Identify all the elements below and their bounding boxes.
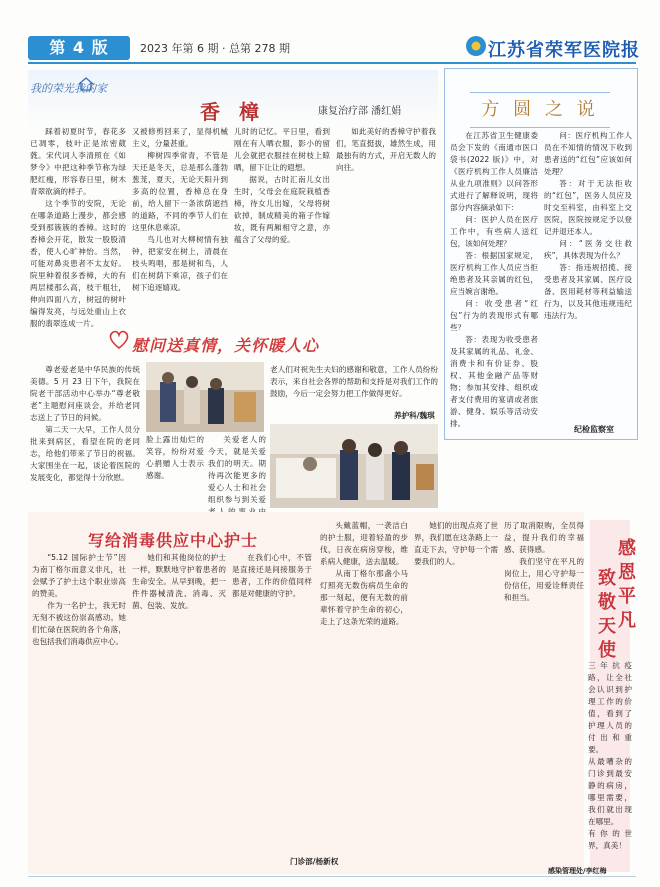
paragraph: 她们和其他岗位的护士一样，默默地守护着患者的生命安全。从早到晚，把一件件器械清洗、消毒、灭菌、包装、发放。 [132,553,226,610]
article-byline: 康复治疗部 潘红娟 [318,106,402,117]
heart-icon [108,330,130,350]
article1-col3 [234,126,330,322]
photo-elderly-visit [270,424,438,508]
section3-title: 写给消毒供应中心护士 [88,531,259,550]
paragraph: 尊老爱老是中华民族的传统美德。5 月 23 日下午，我院在院老干部活动中心举办“尊老敬老”主题慰问座谈会，并给老同志送上了节日的问候。 [30,365,140,422]
paragraph: 老人们对祝先生夫妇的感谢和敬意，工作人员纷纷表示，来自社会各界的帮助和支持是对我们工作的鼓励，今后一定会努力把工作做得更好。 [270,365,438,398]
article1-col4 [336,126,436,322]
paragraph: 答：根据国家规定，医疗机构工作人员应当拒绝患者及其亲属的红包，应当婉言谢绝。 [450,251,538,296]
paragraph: 答：指违规招揽、接受患者及其家属、医疗设备、医用耗材等利益输送行为，以及其他违规违纪违法行为。 [544,263,632,320]
vertical-title-line2: 致敬天使 [595,568,616,664]
fangyuan-source: 纪检监察室 [574,425,614,434]
paragraph: 又被修剪回来了，显得机械主义，分量甚重。 [132,127,228,148]
paragraph: 有你的世界，真美！ [588,829,632,850]
paragraph: 关爱老人的今天，就是关爱我们的明天。期待再次能更多的爱心人士和社会组织参与到关爱 [208,435,266,504]
paragraph: 踩着初夏时节，春花多已凋零，枝叶正是浓密葳蕤。宋代词人李清照在《如梦令》中把这种季节称为绿肥红瘦，形容春日里，树木青翠欲滴的样子。 [30,127,126,196]
section3-source: 门诊部/杨新权 [290,857,339,866]
fangyuan-col1 [450,130,538,432]
section2-col2a [146,434,204,506]
paragraph: 儿时的记忆。平日里，看到刚在有人晒衣服，影小的留儿会就把衣服挂在树枝上晾晒，留下让让的遐想。 [234,127,330,172]
paragraph: 三年抗疫路，让全社会认识到护理工作的价值，看到了护理人员的付出和重要。 [588,661,632,754]
paragraph: 问：“医务交往救疾”，具体表现为什么？ [544,239,632,260]
paragraph: 在江苏省卫生健康委员会下发的《南通市医口袋书(2022 版)》中，对《医疗机构工作人员廉洁从业九项准则》以问答形式进行了解释说明，现将部分内容摘录如下： [450,131,538,212]
paragraph: 头戴蓝帽，一袭洁白的护士服，迎着轻盈的步伐，日夜在病房穿梭，维系病人健康，送去温暖。 [320,521,408,566]
header-divider [28,62,636,64]
page-header [0,0,660,62]
paragraph: 第二天一大早，工作人员分批来到病区，看望在院的老同志，给他们带来了节日的祝福。大家围坐在一起，谈论着医院的发展变化，都觉得十分欣慰。 [30,425,140,482]
photo-gift-delivery [146,362,264,432]
section3-col5 [414,520,498,868]
paragraph: 脸上露出灿烂的笑容，纷纷对爱心捐赠人士表示感谢。 [146,435,204,480]
paragraph: 历了取消限购，全员得益，提升我们的幸福感、获得感。 [504,521,584,554]
section3-col2 [132,552,226,868]
paragraph: 问：医护人员在医疗工作中，有些病人送红包，该如何处理？ [450,215,538,248]
vertical-title-line1: 感恩平凡 [615,538,636,634]
paragraph: 从南丁格尔那盏小马灯照亮无数伤病员生命的那一刻起，便有无数的前辈怀着守护生命的初心，走上了这条光荣的道路。 [320,569,408,626]
article-title-xiangzhang: 香 樟 [200,100,265,124]
article1-col2 [132,126,228,322]
paragraph: 柳树四季常青，不管是天还是冬天，总是那么蓬勃葱茏，夏天，无论天阳升到多高的位置，香樟总在身前，给人留下一条浓荫遮挡的道路，不同的季节人们在这里休息乘凉。 [132,151,228,232]
article1-col1 [30,126,126,328]
paragraph: 从最嘈杂的门诊到最安静的病房，哪里需要，我们就出现在哪里。 [588,757,632,826]
issue-info: 2023 年第 6 期 · 总第 278 期 [140,42,290,55]
section3-col4 [320,520,408,868]
paragraph: 鸟儿也对大柳树情有独钟，把家安在树上，清晨在枝头鸣唱，那是树和鸟，人们在树荫下乘凉，孩子们在树下追逐嬉戏。 [132,235,228,292]
masthead-title: 江苏省荣军医院报 [488,40,640,61]
paragraph: 在我们心中，不管是直接还是间接服务于患者，工作的价值同样都是对健康的守护。 [232,553,312,598]
column-label: 我的荣光我的家 [30,82,107,95]
section3-col1 [32,552,126,868]
paragraph: 这个季节的安院，无论在哪条道路上漫步，都会感受到那簇簇的香樟。这时的香樟会开花，散发一股股清香，使人心旷神怡。当然，可能对鼻炎患者不太友好。院里种着很多香樟，大的有两层楼那么高，枝干粗壮，伸向四面八方，树冠的树叶编得发亮，与远处重山上衣服的翡翠连成一片。 [30,199,126,328]
section2-source: 养护科/魏琪 [394,411,435,420]
paragraph: 我们坚守在平凡的岗位上，用心守护每一份信任，用爱诠释责任和担当。 [504,557,584,602]
fangyuan-col2 [544,130,632,420]
section3-col6 [504,520,584,868]
paragraph: 她们的出现点亮了世界，我们愿在这条路上一直走下去，守护每一个需要我们的人。 [414,521,498,566]
paragraph: 据说，古时汇南儿女出生时，父母会在庭院栽植香樟，待女儿出嫁，父母将树砍掉，制成精美的箱子作嫁妆，既有两厢相守之意，亦蕴含了父母的爱。 [234,175,330,244]
paragraph: 答：表现为收受患者及其家属的礼品、礼金、消费卡和有价证券、股权、其他金融产品等财物；参加其安排、组织或者支付费用的宴请或者旅游、健身、娱乐等活动安排。 [450,335,538,428]
page-number-badge: 第 4 版 [28,36,130,60]
paragraph: 如此美好的香樟守护着我们，笔直挺拔，雄然生成，用最独有的方式，开启无数人的向往。 [336,127,436,172]
vertical-source: 感染管理处/李红梅 [548,867,607,875]
paragraph: 作为一名护士，我无时无刻不被这份崇高感动。她们忙碌在医院的各个角落，也包括我们消毒供应中心。 [32,601,126,646]
paragraph: 答：对于无法拒收的“红包”，医务人员应及时交至科室，由科室上交医院，医院按规定予以登记并退还本人。 [544,179,632,236]
section2-title: 慰问送真情，关怀暖人心 [132,336,320,355]
vertical-body [588,660,632,860]
paragraph: “5.12 国际护士节”因为南丁格尔而意义非凡，社会赋予了护士这个职业崇高的赞美。 [32,553,126,598]
fangyuan-title: 方 圆 之 说 [470,92,610,128]
hospital-logo-icon [466,36,486,56]
section2-col2b [208,434,266,506]
footer-rule [28,876,636,877]
paragraph: 问：医疗机构工作人员在不知情的情况下收到患者送的“红包”应该如何处理？ [544,131,632,176]
section3-col3 [232,552,312,868]
section2-col1 [30,364,140,506]
paragraph: 问：收受患者“红包”行为的表现形式有哪些？ [450,299,538,332]
